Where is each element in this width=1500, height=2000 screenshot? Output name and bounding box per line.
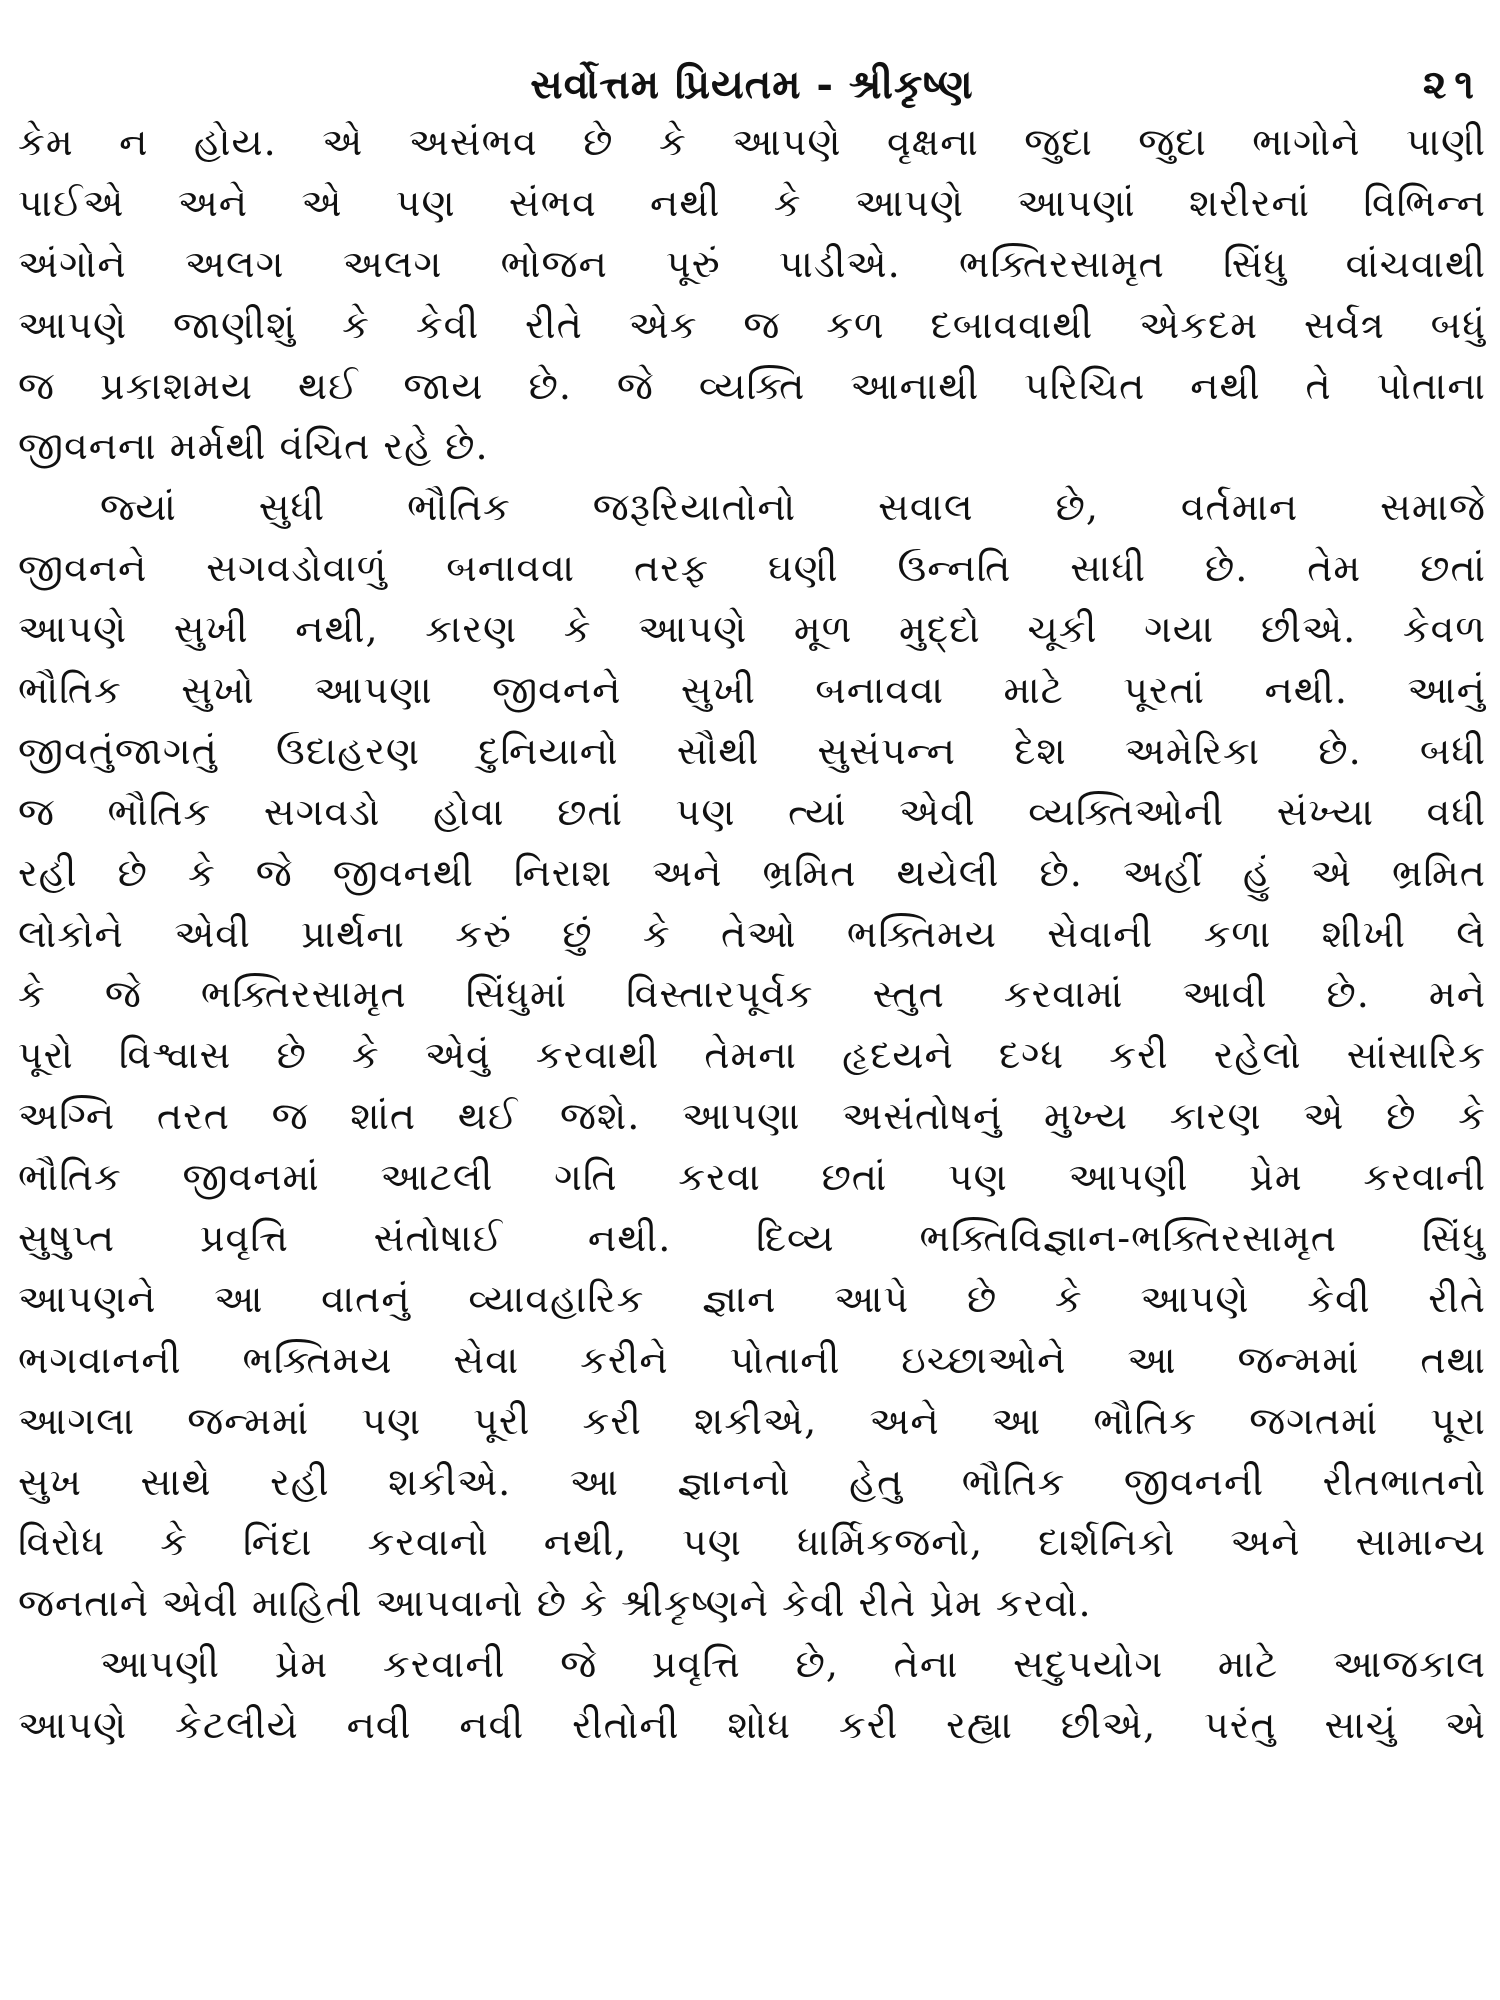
text-line: જીવનને સગવડોવાળું બનાવવા તરફ ઘણી ઉન્નતિ સાધી છે. તેમ છતાં (18, 546, 1486, 591)
text-line: સુષુપ્ત પ્રવૃત્તિ સંતોષાઈ નથી. દિવ્ય ભક્તિવિજ્ઞાન-ભક્તિરસામૃત સિંધુ (18, 1216, 1486, 1261)
text-line: જનતાને એવી માહિતી આપવાનો છે કે શ્રીકૃષ્ણને કેવી રીતે પ્રેમ કરવો. (18, 1581, 1092, 1626)
paragraph-start-line: આપણી પ્રેમ કરવાની જે પ્રવૃત્તિ છે, તેના સદુપયોગ માટે આજકાલ (100, 1642, 1486, 1687)
text-line: જીવતુંજાગતું ઉદાહરણ દુનિયાનો સૌથી સુસંપન્ન દેશ અમેરિકા છે. બધી (18, 728, 1486, 773)
book-page (18, 0, 1486, 2000)
text-line: આપણે સુખી નથી, કારણ કે આપણે મૂળ મુદ્દો ચૂકી ગયા છીએ. કેવળ (18, 607, 1486, 652)
text-line: જ ભૌતિક સગવડો હોવા છતાં પણ ત્યાં એવી વ્યક્તિઓની સંખ્યા વધી (18, 789, 1486, 834)
text-line: પાઈએ અને એ પણ સંભવ નથી કે આપણે આપણાં શરીરનાં વિભિન્ન (18, 180, 1486, 225)
text-line: સુખ સાથે રહી શકીએ. આ જ્ઞાનનો હેતુ ભૌતિક જીવનની રીતભાતનો (18, 1459, 1486, 1504)
text-line: ભગવાનની ભક્તિમય સેવા કરીને પોતાની ઇચ્છાઓને આ જન્મમાં તથા (18, 1337, 1486, 1382)
chapter-title: સર્વોત્તમ પ્રિયતમ - શ્રીકૃષ્ણ (530, 61, 974, 108)
text-line: જ પ્રકાશમય થઈ જાય છે. જે વ્યક્તિ આનાથી પરિચિત નથી તે પોતાના (18, 363, 1486, 408)
text-line: ભૌતિક જીવનમાં આટલી ગતિ કરવા છતાં પણ આપણી પ્રેમ કરવાની (18, 1155, 1486, 1200)
text-line: જીવનના મર્મથી વંચિત રહે છે. (18, 424, 489, 469)
text-line: આપણને આ વાતનું વ્યાવહારિક જ્ઞાન આપે છે કે આપણે કેવી રીતે (18, 1276, 1486, 1321)
text-line: પૂરો વિશ્વાસ છે કે એવું કરવાથી તેમના હૃદયને દગ્ધ કરી રહેલો સાંસારિક (18, 1033, 1486, 1078)
text-line: આગલા જન્મમાં પણ પૂરી કરી શકીએ, અને આ ભૌતિક જગતમાં પૂરા (18, 1398, 1486, 1443)
page-number: ૨૧ (1422, 61, 1482, 108)
text-line: રહી છે કે જે જીવનથી નિરાશ અને ભ્રમિત થયેલી છે. અહીં હું એ ભ્રમિત (18, 850, 1486, 895)
text-line: કેમ ન હોય. એ અસંભવ છે કે આપણે વૃક્ષના જુદા જુદા ભાગોને પાણી (18, 120, 1486, 164)
text-line: અંગોને અલગ અલગ ભોજન પૂરું પાડીએ. ભક્તિરસામૃત સિંધુ વાંચવાથી (18, 241, 1486, 286)
text-line: લોકોને એવી પ્રાર્થના કરું છું કે તેઓ ભક્તિમય સેવાની કળા શીખી લે (18, 911, 1486, 956)
text-line: આપણે કેટલીયે નવી નવી રીતોની શોધ કરી રહ્યા છીએ, પરંતુ સાચું એ (18, 1703, 1486, 1748)
text-line: ભૌતિક સુખો આપણા જીવનને સુખી બનાવવા માટે પૂરતાં નથી. આનું (18, 668, 1486, 713)
text-line: આપણે જાણીશું કે કેવી રીતે એક જ કળ દબાવવાથી એકદમ સર્વત્ર બધું (18, 302, 1486, 347)
text-line: વિરોધ કે નિંદા કરવાનો નથી, પણ ધાર્મિકજનો, દાર્શનિકો અને સામાન્ય (18, 1520, 1486, 1565)
text-line: અગ્નિ તરત જ શાંત થઈ જશે. આપણા અસંતોષનું મુખ્ય કારણ એ છે કે (18, 1094, 1486, 1139)
body-text (18, 112, 1486, 1756)
text-line: કે જે ભક્તિરસામૃત સિંધુમાં વિસ્તારપૂર્વક સ્તુત કરવામાં આવી છે. મને (18, 972, 1486, 1017)
running-header (18, 0, 1486, 112)
paragraph-start-line: જ્યાં સુધી ભૌતિક જરૂરિયાતોનો સવાલ છે, વર્તમાન સમાજે (100, 485, 1486, 530)
